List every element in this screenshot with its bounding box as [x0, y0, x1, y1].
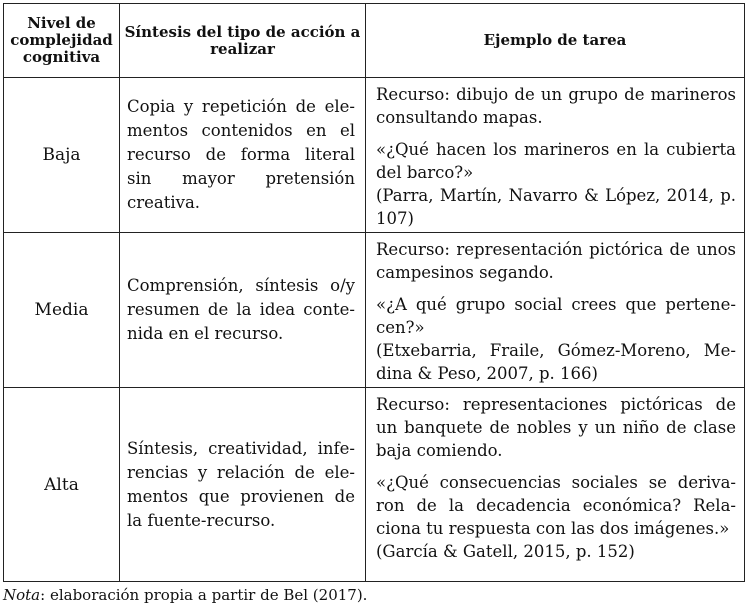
example-question: «¿Qué consecuencias sociales se derivaron de la decadencia económica? Relaciona tu respuesta con las dos imágenes.»	[376, 473, 736, 538]
header-complexity-level: Nivel de complejidad cognitiva	[4, 4, 120, 78]
example-cell	[366, 388, 745, 582]
header-task-example: Ejemplo de tarea	[366, 4, 745, 78]
synthesis-cell: Copia y repetición de elementos contenidos en el recurso de forma literal sin mayor pretensión creativa.	[120, 78, 366, 233]
example-cell	[366, 78, 745, 233]
example-resource: Recurso: dibujo de un grupo de marineros consultando mapas.	[376, 85, 736, 127]
example-citation: (Etxebarria, Fraile, Gómez-Moreno, Medina & Peso, 2007, p. 166)	[376, 341, 736, 383]
level-cell: Alta	[4, 388, 120, 582]
example-resource: Recurso: representación pictórica de unos campesinos segando.	[376, 240, 736, 282]
table-row	[4, 388, 745, 582]
level-cell: Media	[4, 233, 120, 388]
table-header-row	[4, 4, 745, 78]
synthesis-cell: Síntesis, creatividad, inferencias y relación de elementos que provienen de la fuente-recurso.	[120, 388, 366, 582]
header-action-synthesis: Síntesis del tipo de acción a realizar	[120, 4, 366, 78]
note-text: : elaboración propia a partir de Bel (2017).	[40, 586, 368, 604]
example-resource: Recurso: representaciones pictóricas de un banquete de nobles y un niño de clase baja comiendo.	[376, 395, 736, 460]
example-question: «¿Qué hacen los marineros en la cubierta del barco?»	[376, 140, 736, 182]
table-row	[4, 233, 745, 388]
table-row	[4, 78, 745, 233]
table-note	[3, 586, 367, 604]
example-question: «¿A qué grupo social crees que pertenecen?»	[376, 295, 736, 337]
task-complexity-table	[3, 3, 745, 582]
example-citation: (Parra, Martín, Navarro & López, 2014, p. 107)	[376, 186, 736, 228]
example-cell	[366, 233, 745, 388]
note-label: Nota	[3, 586, 41, 604]
synthesis-cell: Comprensión, síntesis o/y resumen de la idea contenida en el recurso.	[120, 233, 366, 388]
level-cell: Baja	[4, 78, 120, 233]
example-citation: (García & Gatell, 2015, p. 152)	[376, 542, 635, 561]
